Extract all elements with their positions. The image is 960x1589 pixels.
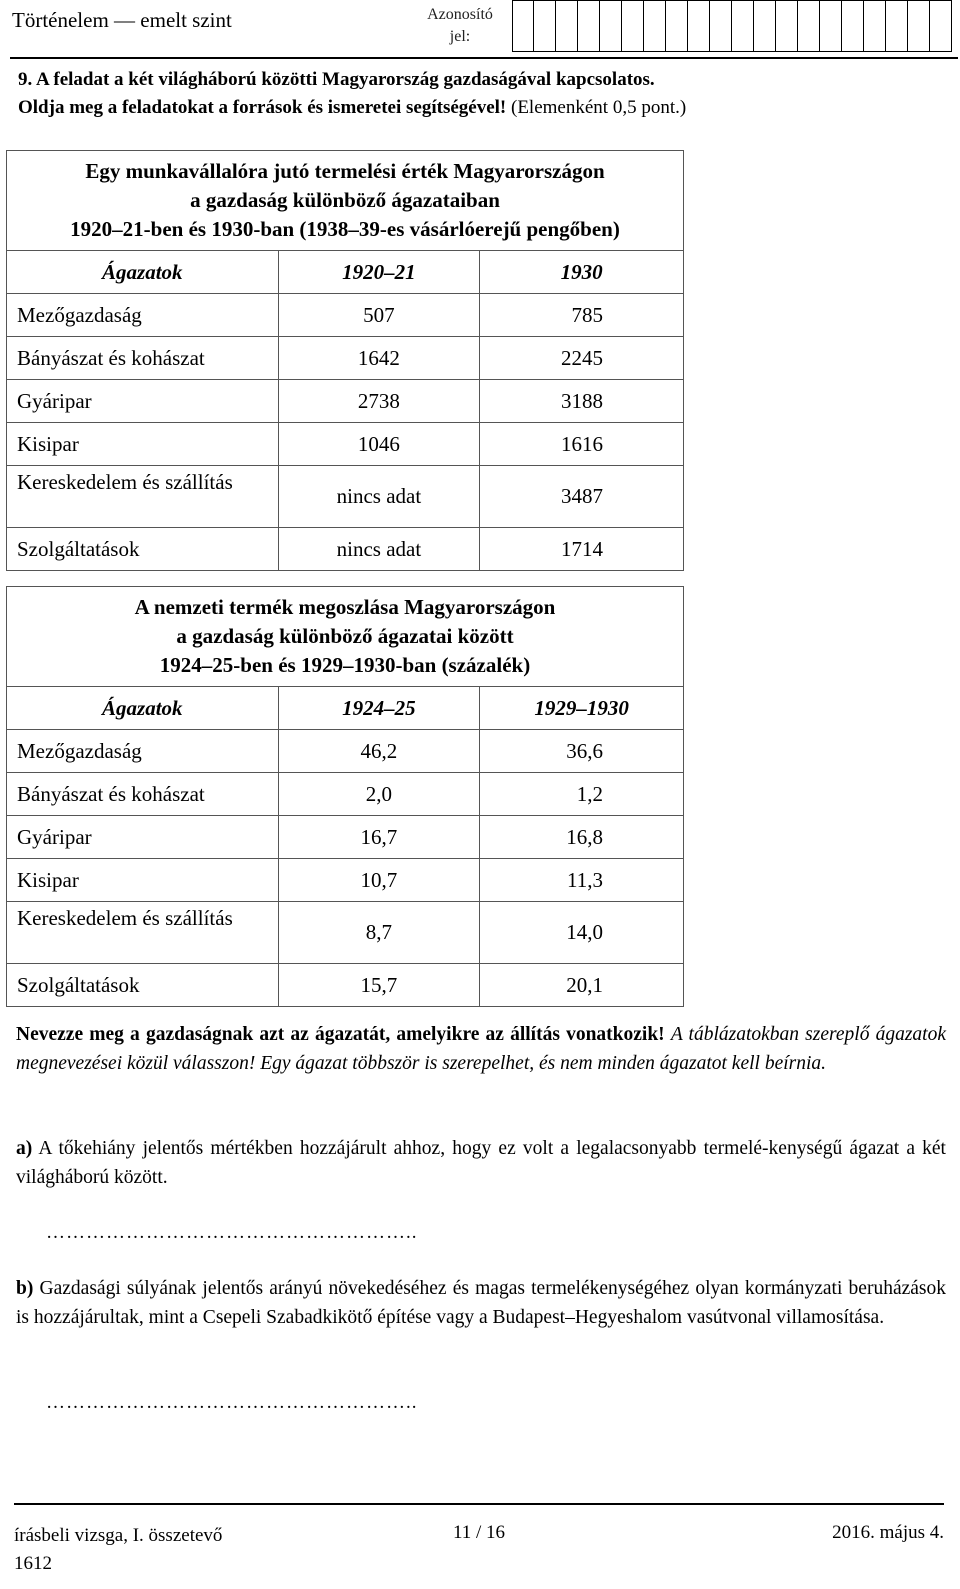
table-row xyxy=(7,423,684,466)
value-cell: 11,3 xyxy=(480,859,684,902)
table1-header-col1: 1920–21 xyxy=(278,251,480,294)
header-divider xyxy=(10,57,958,59)
value-cell: 20,1 xyxy=(480,964,684,1007)
table2-title xyxy=(7,587,684,687)
value-cell: 2738 xyxy=(278,380,480,423)
productivity-table xyxy=(6,150,684,571)
instructions-bold: Nevezze meg a gazdaságnak azt az ágazatát, amelyikre az állítás vonatkozik! xyxy=(16,1024,665,1045)
id-label: Azonosító jel: xyxy=(427,6,493,45)
value-cell: 8,7 xyxy=(278,902,480,964)
table-row xyxy=(7,528,684,571)
id-box[interactable] xyxy=(534,0,556,52)
id-box[interactable] xyxy=(688,0,710,52)
value-cell: 16,8 xyxy=(480,816,684,859)
table-row xyxy=(7,466,684,528)
value-cell: 3188 xyxy=(480,380,684,423)
task-heading xyxy=(18,66,686,122)
sector-label: Mezőgazdaság xyxy=(7,730,279,773)
table2-title-line: a gazdaság különböző ágazatai között xyxy=(176,624,514,648)
footer-code: 1612 xyxy=(14,1553,52,1574)
value-cell: 507 xyxy=(278,294,480,337)
id-box[interactable] xyxy=(732,0,754,52)
table2-header-row xyxy=(7,687,684,730)
table-row xyxy=(7,773,684,816)
sector-label: Gyáripar xyxy=(7,380,279,423)
id-box[interactable] xyxy=(776,0,798,52)
table-row xyxy=(7,294,684,337)
table-row xyxy=(7,730,684,773)
task-line2-normal: (Elemenként 0,5 pont.) xyxy=(506,97,687,118)
id-box[interactable] xyxy=(666,0,688,52)
table-row xyxy=(7,902,684,964)
question-a-text: A tőkehiány jelentős mértékben hozzájárult ahhoz, hogy ez volt a legalacsonyabb termelé-kenységű ágazat a két világháború között. xyxy=(16,1138,946,1188)
sector-label: Kisipar xyxy=(7,859,279,902)
id-boxes[interactable] xyxy=(512,0,952,52)
value-cell: 3487 xyxy=(480,466,684,528)
table1-title xyxy=(7,151,684,251)
id-box[interactable] xyxy=(930,0,952,52)
footer-divider xyxy=(14,1503,944,1505)
id-box[interactable] xyxy=(556,0,578,52)
id-box[interactable] xyxy=(842,0,864,52)
table2-header-col2: 1929–1930 xyxy=(480,687,684,730)
value-cell: 2,0 xyxy=(278,773,480,816)
sector-label: Gyáripar xyxy=(7,816,279,859)
page-number: 11 / 16 xyxy=(452,1522,506,1543)
table1-header-sector: Ágazatok xyxy=(7,251,279,294)
value-cell: 785 xyxy=(480,294,684,337)
table1-header-col2: 1930 xyxy=(480,251,684,294)
value-cell: 10,7 xyxy=(278,859,480,902)
value-cell: 1642 xyxy=(278,337,480,380)
sector-label: Szolgáltatások xyxy=(7,964,279,1007)
question-a xyxy=(16,1134,946,1192)
table-row xyxy=(7,816,684,859)
sector-label: Kereskedelem és szállítás xyxy=(7,902,279,964)
id-box[interactable] xyxy=(710,0,732,52)
sector-label: Mezőgazdaság xyxy=(7,294,279,337)
sector-label: Bányászat és kohászat xyxy=(7,773,279,816)
value-cell: 16,7 xyxy=(278,816,480,859)
table1-header-row xyxy=(7,251,684,294)
id-box[interactable] xyxy=(754,0,776,52)
sector-label: Bányászat és kohászat xyxy=(7,337,279,380)
answer-b-line[interactable]: ……………………………………………….. xyxy=(46,1392,418,1413)
id-box[interactable] xyxy=(644,0,666,52)
value-cell: 1616 xyxy=(480,423,684,466)
value-cell: 1,2 xyxy=(480,773,684,816)
question-b-letter: b) xyxy=(16,1278,34,1299)
value-cell: 1046 xyxy=(278,423,480,466)
table1-title-line: 1920–21-ben és 1930-ban (1938–39-es vásárlóerejű pengőben) xyxy=(70,217,620,241)
sector-label: Kereskedelem és szállítás xyxy=(7,466,279,528)
answer-a-line[interactable]: ……………………………………………….. xyxy=(46,1222,418,1243)
value-cell: nincs adat xyxy=(278,466,480,528)
value-cell: 36,6 xyxy=(480,730,684,773)
question-b-text: Gazdasági súlyának jelentős arányú növekedéséhez és magas termelékenységéhez olyan kormányzati beruházások is hozzájárultak, mint a Csepeli Szabadkikötő építése vagy a Budapest–Hegyeshalom vasútvonal villamosítása. xyxy=(16,1278,947,1328)
value-cell: 46,2 xyxy=(278,730,480,773)
sector-label: Szolgáltatások xyxy=(7,528,279,571)
table2-title-line: A nemzeti termék megoszlása Magyarországon xyxy=(134,595,556,619)
page-header xyxy=(0,0,960,62)
national-product-table xyxy=(6,586,684,1007)
table2-header-col1: 1924–25 xyxy=(278,687,480,730)
table-row xyxy=(7,964,684,1007)
table-row xyxy=(7,337,684,380)
task-line2-bold: Oldja meg a feladatokat a források és ismeretei segítségével! xyxy=(18,97,507,118)
id-box[interactable] xyxy=(820,0,842,52)
id-box[interactable] xyxy=(798,0,820,52)
id-box[interactable] xyxy=(864,0,886,52)
subject-title: Történelem — emelt szint xyxy=(12,8,232,32)
id-box[interactable] xyxy=(578,0,600,52)
id-box[interactable] xyxy=(886,0,908,52)
question-a-letter: a) xyxy=(16,1138,33,1159)
value-cell: 15,7 xyxy=(278,964,480,1007)
id-box[interactable] xyxy=(512,0,534,52)
question-b xyxy=(16,1274,946,1332)
exam-date: 2016. május 4. xyxy=(832,1522,944,1543)
table2-title-line: 1924–25-ben és 1929–1930-ban (százalék) xyxy=(159,653,531,677)
instructions xyxy=(16,1020,946,1078)
table-row xyxy=(7,380,684,423)
sector-label: Kisipar xyxy=(7,423,279,466)
footer-exam: írásbeli vizsga, I. összetevő xyxy=(14,1525,223,1546)
instructions-italic: A táblázatokban szereplő ágazatok megnevezései közül válasszon! Egy ágazat többször is szerepelhet, és nem minden ágazatot kell beírnia. xyxy=(16,1024,946,1074)
table1-title-line: Egy munkavállalóra jutó termelési érték Magyarországon xyxy=(85,159,605,183)
table2-header-sector: Ágazatok xyxy=(7,687,279,730)
value-cell: 2245 xyxy=(480,337,684,380)
value-cell: nincs adat xyxy=(278,528,480,571)
value-cell: 1714 xyxy=(480,528,684,571)
id-box[interactable] xyxy=(622,0,644,52)
table1-title-line: a gazdaság különböző ágazataiban xyxy=(190,188,500,212)
id-box[interactable] xyxy=(600,0,622,52)
id-box[interactable] xyxy=(908,0,930,52)
task-line1: 9. A feladat a két világháború közötti Magyarország gazdaságával kapcsolatos. xyxy=(18,69,655,90)
value-cell: 14,0 xyxy=(480,902,684,964)
table-row xyxy=(7,859,684,902)
